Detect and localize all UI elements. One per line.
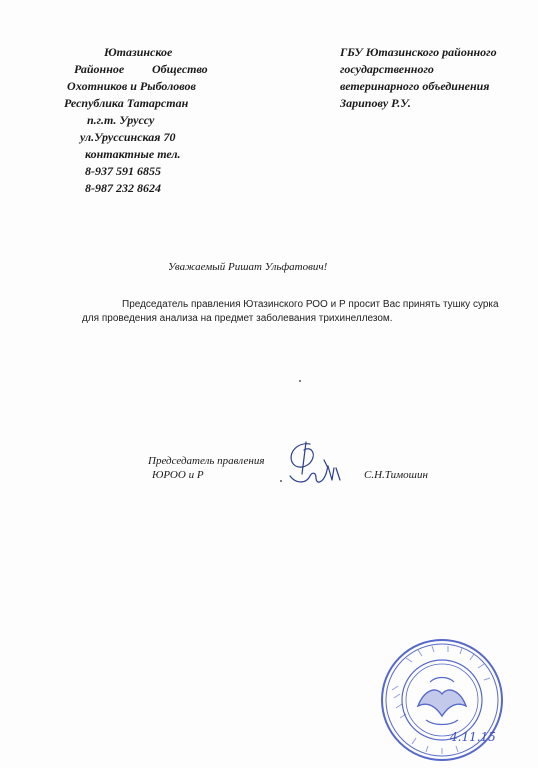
signatory-position: Председатель правления — [148, 455, 265, 467]
sender-line: 8-937 591 6855 — [85, 164, 161, 178]
signatory-name: С.Н.Тимошин — [364, 469, 428, 481]
recipient-line: Зарипову Р.У. — [340, 96, 411, 110]
recipient-line: ГБУ Ютазинского районного — [340, 45, 497, 59]
signatory-organization: ЮРОО и Р — [152, 469, 204, 481]
recipient-line: ветеринарного объединения — [340, 79, 490, 93]
handwritten-signature — [280, 438, 352, 496]
sender-line: п.г.т. Уруссу — [87, 113, 155, 127]
sender-line: Охотников и Рыболовов — [67, 79, 196, 93]
sender-line: Ютазинское — [104, 45, 173, 59]
handwritten-date: 4.11.15 — [450, 730, 496, 744]
sender-line: контактные тел. — [85, 147, 181, 161]
sender-line: Общество — [152, 62, 208, 76]
sender-line: Районное — [74, 62, 125, 76]
body-line-2: для проведения анализа на предмет заболевания трихинеллезом. — [82, 313, 393, 324]
sender-line: Республика Татарстан — [64, 96, 189, 110]
body-line-1: Председатель правления Ютазинского РОО и Р просит Вас принять тушку сурка — [122, 299, 499, 310]
sender-line: 8-987 232 8624 — [85, 181, 161, 195]
sender-line: ул.Уруссинская 70 — [80, 130, 176, 144]
scan-speck — [299, 380, 301, 382]
official-stamp — [378, 636, 506, 764]
greeting: Уважаемый Ришат Ульфатович! — [168, 261, 328, 273]
recipient-line: государственного — [340, 62, 434, 76]
